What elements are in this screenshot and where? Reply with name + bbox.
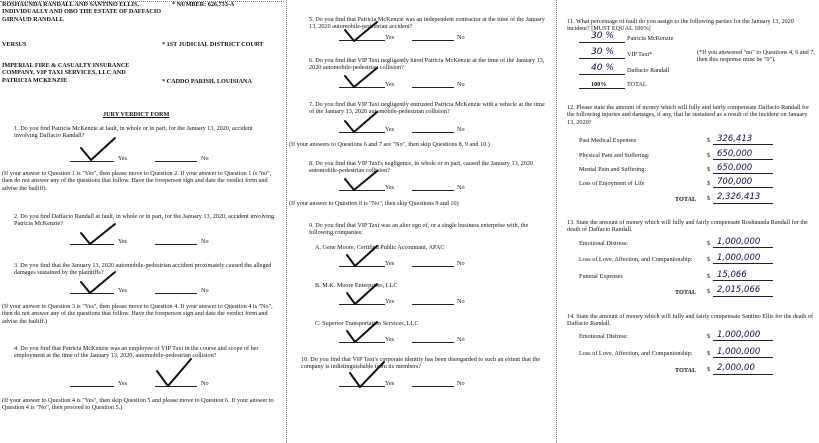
q4-yes-blank[interactable]	[70, 386, 114, 387]
damage-amount-value: 15,066	[717, 270, 747, 280]
question-3: 3. Do you find that the January 13, 2020 automobile-pedestrian accident proximately caused the alleged damages sustained by the plaintiffs?	[14, 262, 272, 277]
top-rule	[0, 1, 284, 2]
damage-label: Loss of Enjoyment of Life	[579, 180, 645, 187]
damage-label: Emotional Distress:	[579, 333, 628, 340]
q10-yes-label: Yes	[385, 380, 395, 387]
q7-yes-checkmark	[342, 110, 380, 135]
caption-defendants: IMPERIAL FIRE & CASUALTY INSURANCE COMPANY, VIP TAXI SERVICES, LLC AND PATRICIA MCKENZIE	[2, 62, 130, 84]
q14-dollar: $	[707, 366, 711, 373]
question-8: 8. Do you find that VIP Taxi's negligence, in whole or in part, caused the January 13, 2020 automobile-pedestrian collision?	[309, 160, 534, 175]
q1-yes-checkmark	[78, 136, 118, 164]
instruction-3: (If your answer to Question 3 is "Yes", then please move to Question 4. If your answer to Question 4 is "No", then do not answer any of the questions that follow. Have the foreperson sign and date the verdict form and advise the bailiff.)	[2, 303, 273, 325]
q7-no-label: No	[457, 126, 465, 133]
qa-no-blank[interactable]	[412, 266, 454, 267]
question-13: 13. State the amount of money which will fully and fairly compensate Roshaunda Randall for the death of Daffacio Randall.	[567, 219, 808, 234]
qb-no-label: No	[457, 298, 465, 305]
question-7: 7. Do you find that VIP Taxi negligently entrusted Patricia McKenzie with a vehicle at the time of the January 13, 2020 automobile-pedestrian collision?	[309, 101, 545, 116]
caption-versus: VERSUS	[2, 41, 27, 48]
q2-no-blank[interactable]	[155, 244, 197, 245]
question-2: 2. Do you find Daffacio Randall at fault, in whole or in part, for the January 13, 2020, accident involving Patricia McKenzie?	[14, 213, 275, 228]
q3-yes-label: Yes	[118, 287, 128, 294]
q2-yes-checkmark	[78, 222, 118, 247]
dollar-sign: $	[707, 180, 711, 187]
q3-no-label: No	[201, 287, 209, 294]
qc-yes-label: Yes	[385, 336, 395, 343]
vip-note: (*If you answered "no" to Questions 4, 6 and 7, then this response must be "0").	[697, 49, 815, 64]
q1-no-label: No	[201, 155, 209, 162]
q4-no-checkmark	[154, 357, 194, 389]
dollar-sign: $	[707, 137, 711, 144]
q3-no-blank[interactable]	[155, 293, 197, 294]
q13-total-value: 2,015,066	[717, 285, 761, 295]
q2-yes-label: Yes	[118, 238, 128, 245]
q5-no-label: No	[457, 34, 465, 41]
damage-label: Loss of Love, Affection, and Companionship:	[579, 350, 693, 357]
instruction-4: (If your answer to Question 4 is "Yes", then skip Question 5 and please move to Question 6. If your answer to Question 4 is "No", then proceed to Question 5.)	[2, 397, 274, 412]
q12-total-label: TOTAL	[675, 196, 697, 203]
q12-total-value: 2,326,413	[717, 192, 761, 202]
q5-no-blank[interactable]	[412, 40, 454, 41]
option-c: C. Superior Transportation Services, LLC	[315, 320, 419, 327]
q13-total-label: TOTAL	[675, 289, 697, 296]
dollar-sign: $	[707, 166, 711, 173]
damage-label: Physical Pain and Suffering:	[579, 152, 650, 159]
q1-no-blank[interactable]	[155, 161, 197, 162]
caption-parish: * CADDO PARISH, LOUISIANA	[162, 78, 252, 85]
instruction-7: (If your answers to Questions 6 and 7 are "No", then skip Questions 8, 9 and 10.)	[289, 141, 490, 148]
q6-yes-checkmark	[342, 66, 380, 90]
q5-yes-label: Yes	[385, 34, 395, 41]
q7-yes-label: Yes	[385, 126, 395, 133]
q6-yes-label: Yes	[385, 81, 395, 88]
qb-no-blank[interactable]	[412, 304, 454, 305]
form-title: JURY VERDICT FORM	[103, 111, 170, 118]
qb-yes-checkmark	[344, 282, 380, 307]
q10-no-blank[interactable]	[412, 386, 454, 387]
question-11: 11. What percentage of fault do you assign to the following parties for the January 13, 2020 incident? [MUST EQUAL 100%]	[567, 18, 794, 33]
damage-amount-blank[interactable]	[713, 247, 773, 248]
pct-randall-value: 40 %	[591, 63, 614, 73]
dollar-sign: $	[707, 240, 711, 247]
q5-yes-checkmark	[342, 20, 380, 44]
qc-yes-checkmark	[344, 320, 380, 345]
question-14: 14. State the amount of money which will fully and fairly compensate Santino Ellis for the death of Daffacio Randall.	[567, 313, 814, 328]
damage-label: Mental Pain and Suffering:	[579, 166, 647, 173]
q8-no-blank[interactable]	[412, 190, 454, 191]
q7-no-blank[interactable]	[412, 132, 454, 133]
pct-mckenzie-value: 30 %	[591, 31, 614, 41]
qa-no-label: No	[457, 260, 465, 267]
q1-yes-label: Yes	[118, 155, 128, 162]
instruction-1: (If your answer to Question 1 is "Yes", then please move to Question 2. If your answer to Question 1 is "no", then do not answer any of the questions that follow. Have the foreperson sign and date the verdict form and advise the bailiff).	[2, 170, 272, 192]
dollar-sign: $	[707, 273, 711, 280]
damage-label: Loss of Love, Affection, and Companionship:	[579, 256, 693, 263]
q13-dollar: $	[707, 288, 711, 295]
q6-no-label: No	[457, 81, 465, 88]
pct-vip-blank[interactable]	[579, 58, 625, 59]
caption-plaintiffs: ROSHAUNDA RANDALL AND SANTINO ELLIS, INDIVIDUALLY AND OBO THE ESTATE OF DAFFACIO GIRNAUD RANDALL	[2, 1, 162, 23]
question-4: 4. Do you find that Patricia McKenzie was an employee of VIP Taxi in the course and scope of her employment at the time of the January 13, 2020, automobile-pedestrian collision?	[14, 345, 259, 360]
question-9: 9. Do you find that VIP Taxi was an alter ego of, or a single business enterprise with, the following companies:	[309, 222, 529, 237]
total-pct-label: TOTAL	[627, 81, 647, 88]
label-vip: VIP Taxi*	[627, 51, 653, 58]
qc-no-label: No	[457, 336, 465, 343]
damage-amount-value: 1,000,000	[717, 347, 761, 357]
qa-yes-checkmark	[344, 244, 380, 269]
damage-amount-value: 1,000,000	[717, 330, 761, 340]
q2-no-label: No	[201, 238, 209, 245]
qc-no-blank[interactable]	[412, 342, 454, 343]
q13-total-blank[interactable]	[713, 296, 773, 297]
case-number: * NUMBER: 626,733-A	[172, 1, 235, 8]
q4-yes-label: Yes	[118, 380, 128, 387]
question-5: 5. Do you find that Patricia McKenzie was an independent contractor at the time of the January 13, 2020 automobile-pedestrian accident?	[309, 16, 545, 31]
caption-court: * 1ST JUDICIAL DISTRICT COURT	[162, 41, 264, 48]
total-pct-value: 100%	[591, 81, 607, 88]
dollar-sign: $	[707, 152, 711, 159]
column-1	[0, 0, 284, 443]
q14-total-blank[interactable]	[713, 374, 773, 375]
dollar-sign: $	[707, 350, 711, 357]
question-1: 1. Do you find Patricia McKenzie at fault, in whole or in part, for the January 13, 2020, accident involving Daffacio Randall?	[14, 125, 253, 140]
damage-amount-blank[interactable]	[713, 173, 773, 174]
damage-amount-blank[interactable]	[713, 280, 773, 281]
q4-no-label: No	[201, 380, 209, 387]
q8-yes-checkmark	[342, 169, 380, 193]
column-3	[556, 0, 819, 443]
damage-amount-blank[interactable]	[713, 144, 773, 145]
q10-no-label: No	[457, 380, 465, 387]
damage-amount-blank[interactable]	[713, 357, 773, 358]
q14-total-value: 2,000,00	[717, 363, 755, 373]
damage-amount-blank[interactable]	[713, 340, 773, 341]
q3-yes-checkmark	[78, 270, 118, 296]
damage-label: Past Medical Expenses	[579, 137, 637, 144]
pct-randall-blank[interactable]	[579, 74, 625, 75]
dollar-sign: $	[707, 256, 711, 263]
q14-total-label: TOTAL	[675, 367, 697, 374]
damage-amount-blank[interactable]	[713, 159, 773, 160]
damage-amount-value: 1,000,000	[717, 237, 761, 247]
damage-amount-value: 700,000	[717, 177, 753, 187]
damage-amount-value: 650,000	[717, 149, 753, 159]
question-6: 6. Do you find that VIP Taxi negligently hired Patricia McKenzie at the time of the January 13, 2020 automobile-pedestrian collision?	[309, 57, 545, 72]
damage-amount-blank[interactable]	[713, 187, 773, 188]
q12-total-blank[interactable]	[713, 203, 773, 204]
damage-amount-value: 326,413	[717, 134, 753, 144]
q8-yes-label: Yes	[385, 184, 395, 191]
q6-no-blank[interactable]	[412, 87, 454, 88]
q10-yes-checkmark	[347, 360, 387, 390]
option-b: B. M.K. Moore Enterprises, LLC	[315, 282, 398, 289]
damage-label: Funeral Expenses	[579, 273, 623, 280]
label-randall: Daffacio Randall	[627, 67, 670, 74]
question-12: 12. Please state the amount of money which will fully and fairly compensate Daffacio Randall for the following injuries and damages, if any, that he sustained as a result of the incident on January 13, 2020?	[567, 104, 810, 126]
q8-no-label: No	[457, 184, 465, 191]
label-mckenzie: Patricia McKenzie	[627, 35, 674, 42]
qa-yes-label: Yes	[385, 260, 395, 267]
pct-vip-value: 30 %	[591, 47, 614, 57]
option-a: A. Gene Moore, Certified Public Accountant, APAC	[315, 244, 445, 251]
damage-label: Emotional Distress:	[579, 240, 628, 247]
qb-yes-label: Yes	[385, 298, 395, 305]
damage-amount-value: 1,000,000	[717, 253, 761, 263]
dollar-sign: $	[707, 333, 711, 340]
question-10: 10. Do you find that VIP Taxi's corporate identity has been disregarded to such an extent that the company is indistinguishable from its members?	[301, 356, 541, 371]
instruction-8: (If your answer to Question 8 is "No", then skip Questions 9 and 10)	[289, 200, 459, 207]
pct-mckenzie-blank[interactable]	[579, 42, 625, 43]
column-2	[286, 0, 555, 443]
q12-dollar: $	[707, 195, 711, 202]
damage-amount-blank[interactable]	[713, 263, 773, 264]
damage-amount-value: 650,000	[717, 163, 753, 173]
